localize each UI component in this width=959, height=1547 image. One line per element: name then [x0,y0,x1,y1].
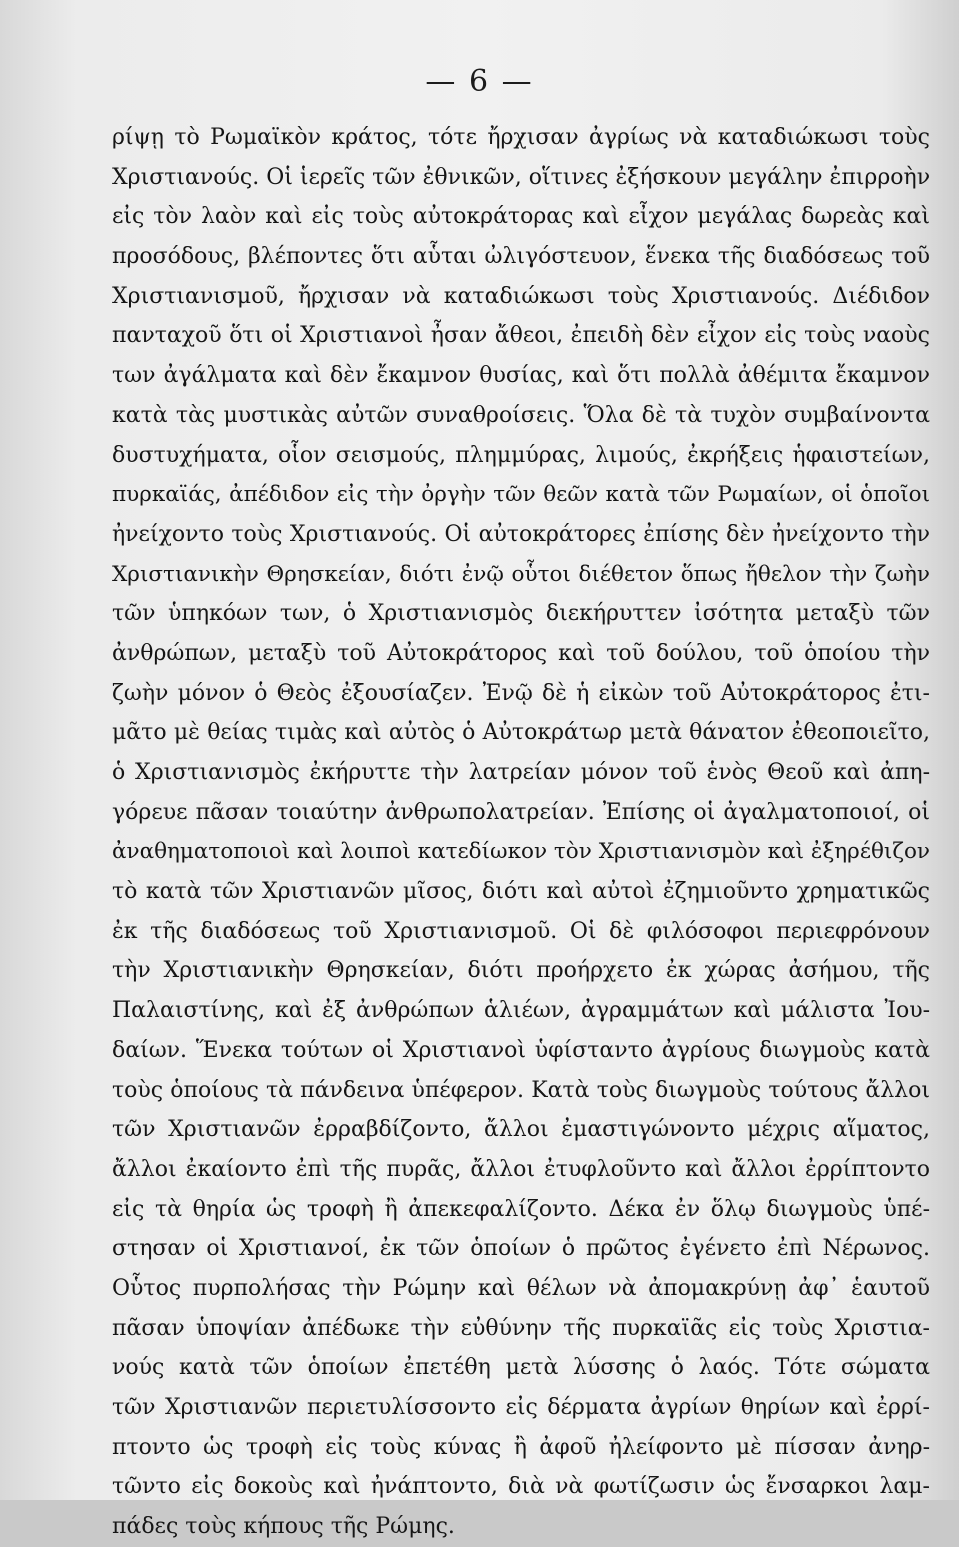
text-line: πάδες τοὺς κήπους τῆς Ρώμης. [112,1514,455,1540]
text-line: πᾶσαν ὑποψίαν ἀπέδωκε τὴν εὐθύνην τῆς πυρκαϊᾶς εἰς τοὺς Χριστια- [112,1315,930,1341]
text-line: τῶν ὑπηκόων των, ὁ Χριστιανισμὸς διεκήρυττεν ἰσότητα μεταξὺ τῶν [112,601,930,627]
page-number: — 6 — [425,64,534,99]
text-line: τῶν Χριστιανῶν ἐρραβδίζοντο, ἄλλοι ἐμαστιγώνοντο μέχρις αἵματος, [112,1117,930,1143]
text-line: τῶντο εἰς δοκοὺς καὶ ἠνάπτοντο, διὰ νὰ φωτίζωσιν ὡς ἔνσαρκοι λαμ- [112,1474,930,1500]
text-line: Παλαιστίνης, καὶ ἐξ ἀνθρώπων ἁλιέων, ἀγραμμάτων καὶ μάλιστα Ἰου- [112,998,930,1024]
text-line: τὴν Χριστιανικὴν Θρησκείαν, διότι προήρχετο ἐκ χώρας ἀσήμου, τῆς [112,958,930,984]
text-line: γόρευε πᾶσαν τοιαύτην ἀνθρωπολατρείαν. Ἐπίσης οἱ ἀγαλματοποιοί, οἱ [112,799,930,825]
text-line: προσόδους, βλέποντες ὅτι αὗται ὠλιγόστευον, ἕνεκα τῆς διαδόσεως τοῦ [112,244,930,270]
text-line: Χριστιανούς. Οἱ ἱερεῖς τῶν ἐθνικῶν, οἵτινες ἐξήσκουν μεγάλην ἐπιρροὴν [112,164,931,190]
text-line: δαίων. Ἕνεκα τούτων οἱ Χριστιανοὶ ὑφίσταντο ἀγρίους διωγμοὺς κατὰ [112,1037,930,1063]
text-line: ἐκ τῆς διαδόσεως τοῦ Χριστιανισμοῦ. Οἱ δὲ φιλόσοφοι περιεφρόνουν [112,918,930,944]
text-line: ὁ Χριστιανισμὸς ἐκήρυττε τὴν λατρείαν μόνον τοῦ ἑνὸς Θεοῦ καὶ ἀπη- [112,760,930,785]
text-line: ἀναθηματοποιοὶ καὶ λοιποὶ κατεδίωκον τὸν Χριστιανισμὸν καὶ ἐξηρέθιζον [112,839,930,865]
body-text [112,118,930,1547]
text-line: τὸ κατὰ τῶν Χριστιανῶν μῖσος, διότι καὶ αὐτοὶ ἐζημιοῦντο χρηματικῶς [112,879,930,905]
text-line: ρίψῃ τὸ Ρωμαϊκὸν κράτος, τότε ἤρχισαν ἀγρίως νὰ καταδιώκωσι τοὺς [112,125,930,150]
text-line: ζωὴν μόνον ὁ Θεὸς ἐξουσίαζεν. Ἐνῷ δὲ ἡ εἰκὼν τοῦ Αὐτοκράτορος ἐτι- [112,680,930,706]
text-line: πτοντο ὡς τροφὴ εἰς τοὺς κύνας ἢ ἀφοῦ ἠλείφοντο μὲ πίσσαν ἀνηρ- [112,1434,930,1460]
text-line: εἰς τὰ θηρία ὡς τροφὴ ἢ ἀπεκεφαλίζοντο. Δέκα ἐν ὅλῳ διωγμοὺς ὑπέ- [112,1196,930,1222]
text-line: τοὺς ὁποίους τὰ πάνδεινα ὑπέφερον. Κατὰ τοὺς διωγμοὺς τούτους ἄλλοι [112,1077,930,1103]
text-line: νούς κατὰ τῶν ὁποίων ἐπετέθη μετὰ λύσσης ὁ λαός. Τότε σώματα [112,1355,930,1381]
text-line: πανταχοῦ ὅτι οἱ Χριστιανοὶ ἦσαν ἄθεοι, ἐπειδὴ δὲν εἶχον εἰς τοὺς ναοὺς [112,323,930,349]
text-line: μᾶτο μὲ θείας τιμὰς καὶ αὐτὸς ὁ Αὐτοκράτωρ μετὰ θάνατον ἐθεοποιεῖτο, [112,720,930,746]
text-line: κατὰ τὰς μυστικὰς αὐτῶν συναθροίσεις. Ὅλα δὲ τὰ τυχὸν συμβαίνοντα [112,402,930,428]
text-line: ἀνθρώπων, μεταξὺ τοῦ Αὐτοκράτορος καὶ τοῦ δούλου, τοῦ ὁποίου τὴν [112,640,930,666]
text-line: στησαν οἱ Χριστιανοί, ἐκ τῶν ὁποίων ὁ πρῶτος ἐγένετο ἐπὶ Νέρωνος. [112,1236,930,1262]
text-line: των ἀγάλματα καὶ δὲν ἔκαμνον θυσίας, καὶ ὅτι πολλὰ ἀθέμιτα ἔκαμνον [112,363,930,389]
text-line: ἠνείχοντο τοὺς Χριστιανούς. Οἱ αὐτοκράτορες ἐπίσης δὲν ἠνείχοντο τὴν [112,521,930,547]
text-line: ἄλλοι ἐκαίοντο ἐπὶ τῆς πυρᾶς, ἄλλοι ἐτυφλοῦντο καὶ ἄλλοι ἐρρίπτοντο [112,1156,930,1182]
text-line: Χριστιανικὴν Θρησκείαν, διότι ἐνῷ οὗτοι διέθετον ὅπως ἤθελον τὴν ζωὴν [112,561,930,587]
text-line: τῶν Χριστιανῶν περιετυλίσσοντο εἰς δέρματα ἀγρίων θηρίων καὶ ἐρρί- [112,1395,930,1420]
text-line: Χριστιανισμοῦ, ἤρχισαν νὰ καταδιώκωσι τοὺς Χριστιανούς. Διέδιδον [112,283,930,309]
text-line: Οὗτος πυρπολήσας τὴν Ρώμην καὶ θέλων νὰ ἀπομακρύνῃ ἀφ᾽ ἑαυτοῦ [112,1275,930,1301]
text-line: πυρκαϊάς, ἀπέδιδον εἰς τὴν ὀργὴν τῶν θεῶν κατὰ τῶν Ρωμαίων, οἱ ὁποῖοι [112,482,930,508]
text-line: εἰς τὸν λαὸν καὶ εἰς τοὺς αὐτοκράτορας καὶ εἶχον μεγάλας δωρεὰς καὶ [112,204,930,230]
text-line: δυστυχήματα, οἷον σεισμούς, πλημμύρας, λιμούς, ἐκρήξεις ἡφαιστείων, [112,442,930,468]
